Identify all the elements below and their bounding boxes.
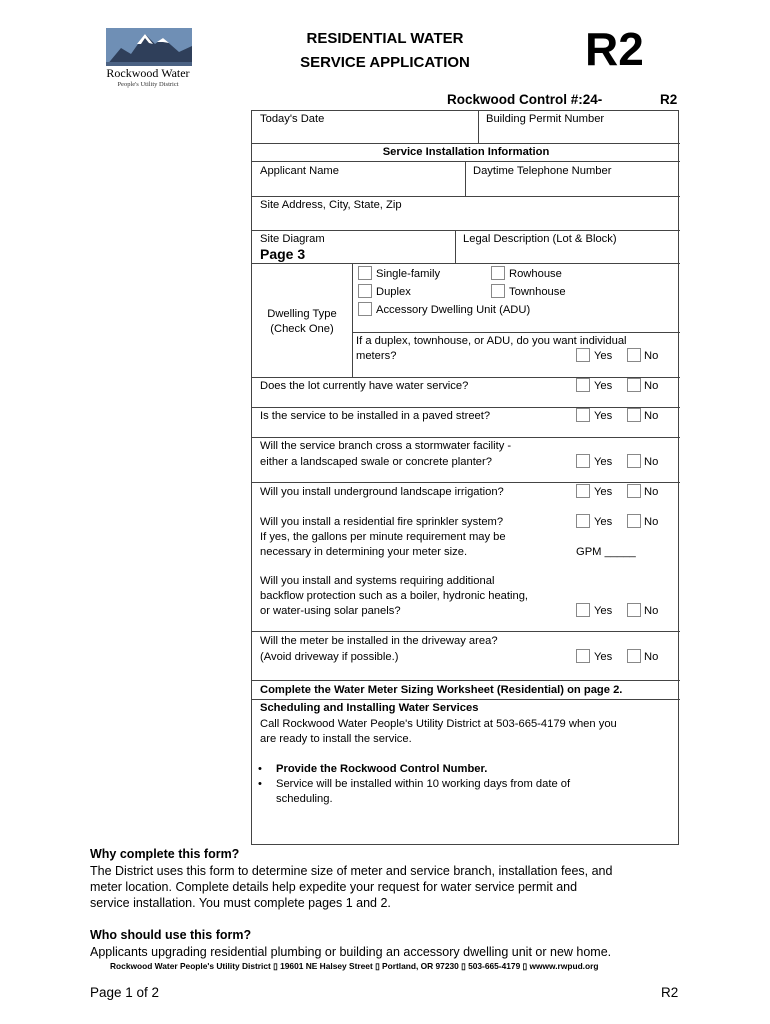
row-divider (252, 263, 680, 264)
irrigation-question: Will you install underground landscape irrigation? (260, 486, 504, 498)
no-label: No (644, 350, 659, 362)
individual-meters-line-1: If a duplex, townhouse, or ADU, do you want individual (356, 335, 627, 347)
duplex-checkbox[interactable] (358, 284, 372, 298)
form-title (270, 27, 500, 75)
scheduling-line-2: are ready to install the service. (260, 733, 412, 745)
footer-address: Rockwood Water People's Utility District ▯ 19601 NE Halsey Street ▯ Portland, OR 97230 ▯ 503-665-4179 ▯ wwww.rwpud.org (110, 961, 599, 971)
why-line-1: The District uses this form to determine size of meter and service branch, installation fees, and (90, 864, 613, 878)
stormwater-question-line-1: Will the service branch cross a stormwater facility - (260, 440, 512, 452)
no-label: No (644, 380, 659, 392)
driveway-no-checkbox[interactable] (627, 649, 641, 663)
bullet-1: Provide the Rockwood Control Number. (276, 763, 488, 775)
yes-label: Yes (594, 380, 613, 392)
daytime-phone-field[interactable]: Daytime Telephone Number (473, 165, 612, 177)
form-code: R2 (585, 23, 644, 75)
water-service-question: Does the lot currently have water service? (260, 380, 469, 392)
section-title: Service Installation Information (382, 146, 550, 158)
col-divider (478, 111, 479, 143)
site-address-field[interactable]: Site Address, City, State, Zip (260, 199, 402, 211)
irrigation-no-checkbox[interactable] (627, 484, 641, 498)
row-divider (252, 407, 680, 408)
irrigation-yes-checkbox[interactable] (576, 484, 590, 498)
legal-description-field[interactable]: Legal Description (Lot & Block) (463, 233, 617, 245)
water-service-no-checkbox[interactable] (627, 378, 641, 392)
application-form (251, 110, 679, 845)
row-divider (252, 680, 680, 681)
page-number: Page 1 of 2 (90, 985, 160, 1000)
row-divider (252, 699, 680, 700)
paved-street-yes-checkbox[interactable] (576, 408, 590, 422)
row-divider (352, 332, 680, 333)
sprinkler-question-line-2: If yes, the gallons per minute requirement may be (260, 531, 506, 543)
row-divider (252, 437, 680, 438)
backflow-question-line-2: backflow protection such as a boiler, hydronic heating, (260, 590, 529, 602)
yes-label: Yes (594, 486, 613, 498)
logo-name: Rockwood Water (106, 66, 190, 80)
who-title: Who should use this form? (90, 928, 252, 942)
paved-street-no-checkbox[interactable] (627, 408, 641, 422)
row-divider (252, 631, 680, 632)
site-diagram-page: Page 3 (260, 246, 306, 262)
title-line-1: RESIDENTIAL WATER (306, 30, 464, 47)
bullet-2-line-2: scheduling. (276, 793, 333, 805)
sprinkler-question-line-1: Will you install a residential fire sprinkler system? (260, 516, 504, 528)
yes-label: Yes (594, 350, 613, 362)
single-family-label: Single-family (376, 268, 441, 280)
paved-street-question: Is the service to be installed in a paved street? (260, 410, 491, 422)
site-diagram-label: Site Diagram (260, 233, 325, 245)
logo-tagline: People's Utility District (117, 81, 179, 88)
yes-label: Yes (594, 410, 613, 422)
col-divider (352, 263, 353, 377)
no-label: No (644, 410, 659, 422)
no-label: No (644, 486, 659, 498)
stormwater-question-line-2: either a landscaped swale or concrete planter? (260, 456, 492, 468)
backflow-no-checkbox[interactable] (627, 603, 641, 617)
row-divider (252, 377, 680, 378)
individual-meters-no-checkbox[interactable] (627, 348, 641, 362)
single-family-checkbox[interactable] (358, 266, 372, 280)
no-label: No (644, 651, 659, 663)
control-number-suffix: R2 (660, 92, 678, 107)
todays-date-field[interactable]: Today's Date (260, 113, 325, 125)
backflow-question-line-1: Will you install and systems requiring additional (260, 575, 495, 587)
why-line-2: meter location. Complete details help expedite your request for water service permit and (90, 880, 578, 894)
water-service-yes-checkbox[interactable] (576, 378, 590, 392)
stormwater-no-checkbox[interactable] (627, 454, 641, 468)
who-line-1: Applicants upgrading residential plumbing or building an accessory dwelling unit or new home. (90, 945, 612, 959)
title-line-2: SERVICE APPLICATION (300, 54, 470, 71)
why-title: Why complete this form? (90, 847, 240, 861)
individual-meters-yes-checkbox[interactable] (576, 348, 590, 362)
control-number-label: Rockwood Control #:24- (447, 92, 603, 107)
why-line-3: service installation. You must complete pages 1 and 2. (90, 896, 391, 910)
no-label: No (644, 516, 659, 528)
row-divider (252, 161, 680, 162)
yes-label: Yes (594, 605, 613, 617)
dwelling-type-label (252, 307, 352, 337)
col-divider (455, 230, 456, 263)
bullet-icon: • (258, 763, 262, 775)
footer-form-code: R2 (661, 985, 679, 1000)
driveway-question-line-1: Will the meter be installed in the driveway area? (260, 635, 498, 647)
worksheet-note: Complete the Water Meter Sizing Worksheet (Residential) on page 2. (260, 684, 623, 696)
rowhouse-checkbox[interactable] (491, 266, 505, 280)
stormwater-yes-checkbox[interactable] (576, 454, 590, 468)
dwelling-type-line-1: Dwelling Type (267, 308, 337, 320)
bullet-2-line-1: Service will be installed within 10 working days from date of (276, 778, 571, 790)
no-label: No (644, 605, 659, 617)
applicant-name-field[interactable]: Applicant Name (260, 165, 339, 177)
driveway-question-line-2: (Avoid driveway if possible.) (260, 651, 399, 663)
yes-label: Yes (594, 651, 613, 663)
rowhouse-label: Rowhouse (509, 268, 562, 280)
driveway-yes-checkbox[interactable] (576, 649, 590, 663)
row-divider (252, 143, 680, 144)
scheduling-title: Scheduling and Installing Water Services (260, 702, 479, 714)
col-divider (465, 161, 466, 196)
dwelling-type-line-2: (Check One) (270, 323, 334, 335)
yes-label: Yes (594, 456, 613, 468)
townhouse-checkbox[interactable] (491, 284, 505, 298)
scheduling-line-1: Call Rockwood Water People's Utility District at 503-665-4179 when you (260, 718, 617, 730)
bullet-icon: • (258, 778, 262, 790)
no-label: No (644, 456, 659, 468)
backflow-yes-checkbox[interactable] (576, 603, 590, 617)
gpm-field[interactable]: GPM _____ (576, 546, 636, 558)
individual-meters-line-2: meters? (356, 350, 397, 362)
adu-label: Accessory Dwelling Unit (ADU) (376, 304, 531, 316)
yes-label: Yes (594, 516, 613, 528)
row-divider (252, 230, 680, 231)
sprinkler-no-checkbox[interactable] (627, 514, 641, 528)
row-divider (252, 196, 680, 197)
sprinkler-question-line-3: necessary in determining your meter size. (260, 546, 468, 558)
row-divider (252, 482, 680, 483)
building-permit-field[interactable]: Building Permit Number (486, 113, 605, 125)
townhouse-label: Townhouse (509, 286, 566, 298)
backflow-question-line-3: or water-using solar panels? (260, 605, 401, 617)
adu-checkbox[interactable] (358, 302, 372, 316)
sprinkler-yes-checkbox[interactable] (576, 514, 590, 528)
duplex-label: Duplex (376, 286, 411, 298)
